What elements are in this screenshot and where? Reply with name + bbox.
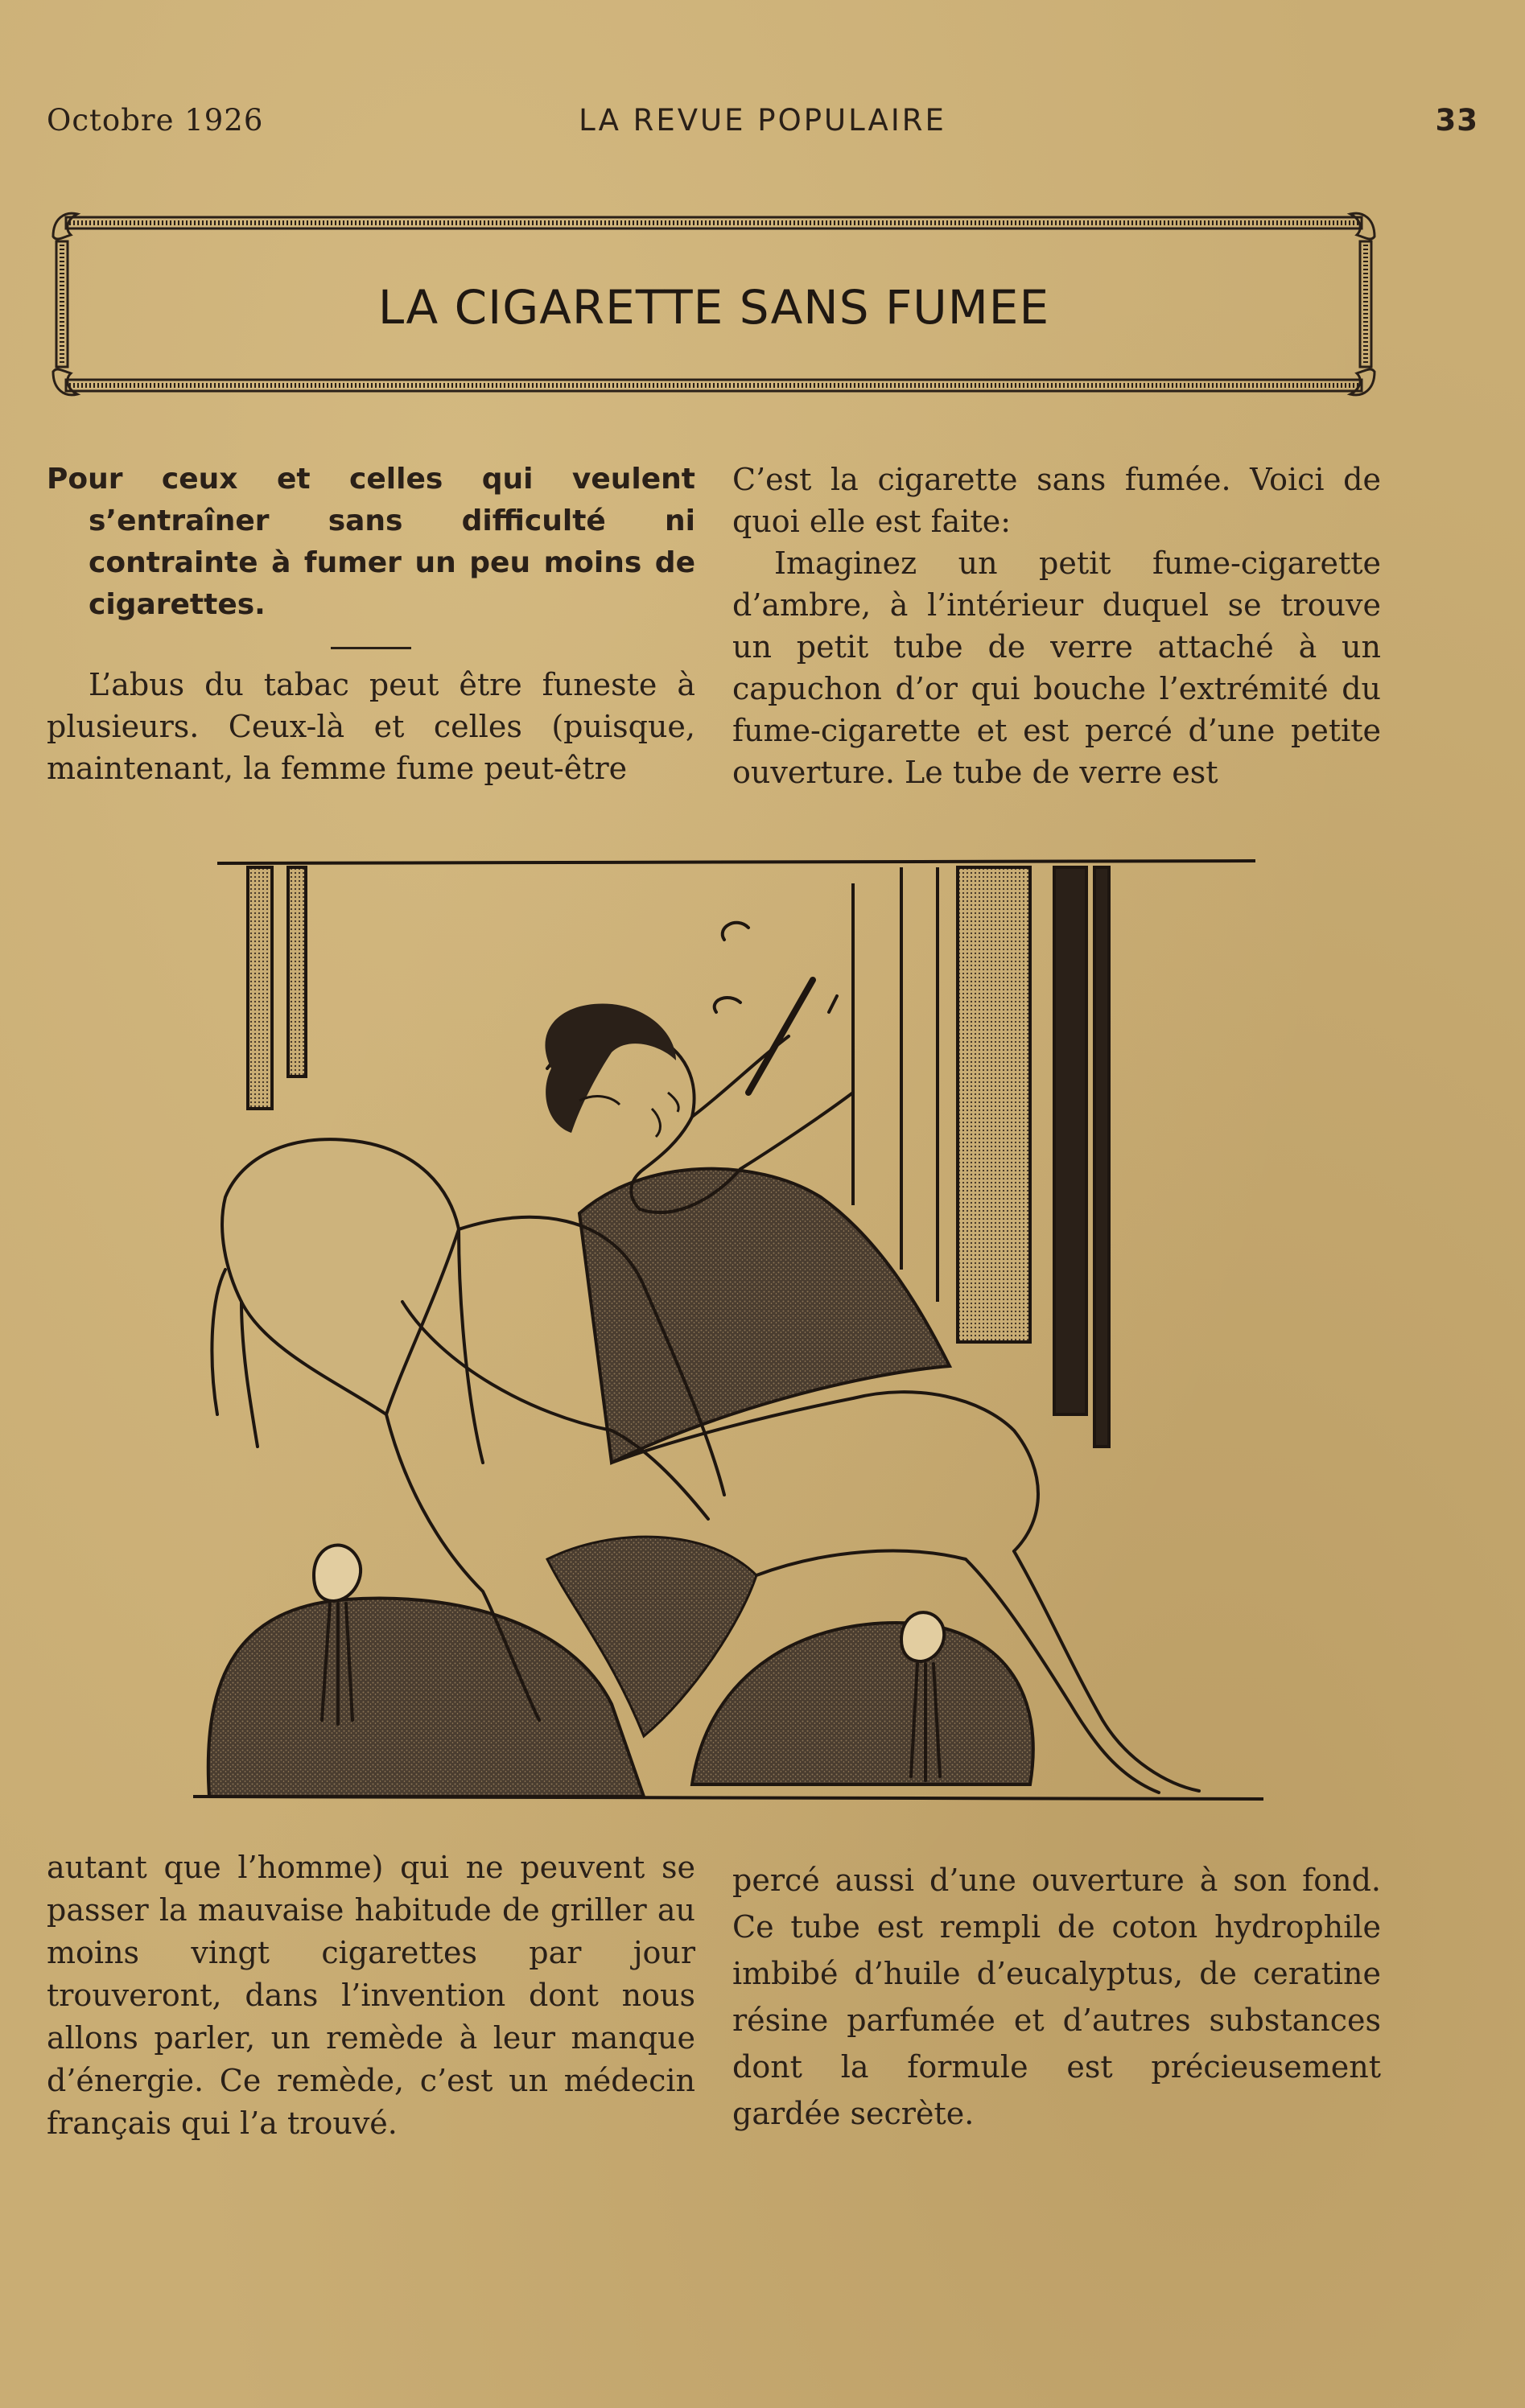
separator-rule bbox=[331, 647, 411, 649]
paragraph-5: percé aussi d’une ouverture à son fond. Ce tube est rempli de coton hydrophile imbibé d’huile d’eucalyptus, de ceratine résine parfumée et d’autres substances dont la formule est précieusement gardée secrète. bbox=[732, 1863, 1381, 2131]
article-lead: Pour ceux et celles qui veulent s’entraîner sans difficulté ni contrainte à fumer un peu moins de cigarettes. bbox=[47, 463, 695, 621]
column-right-bottom bbox=[732, 1857, 1381, 2137]
column-right-top bbox=[732, 459, 1381, 793]
article-title: LA CIGARETTE SANS FUMEE bbox=[377, 280, 1050, 335]
running-header bbox=[47, 103, 1478, 143]
paragraph-1: L’abus du tabac peut être funeste à plusieurs. Ceux-là et celles (puisque, maintenant, la femme fume peut-être bbox=[47, 667, 695, 786]
magazine-name: LA REVUE POPULAIRE bbox=[579, 103, 946, 138]
paragraph-3: Imaginez un petit fume-cigarette d’ambre, à l’intérieur duquel se trouve un petit tube de verre attaché à un capuchon d’or qui bouche l’extrémité du fume-cigarette et est percé d’une petite ouverture. Le tube de verre est bbox=[732, 545, 1381, 790]
page-number: 33 bbox=[1435, 103, 1478, 138]
title-frame bbox=[50, 203, 1378, 405]
illustration-woman-smoking bbox=[193, 851, 1272, 1807]
paragraph-2: C’est la cigarette sans fumée. Voici de quoi elle est faite: bbox=[732, 462, 1381, 539]
illustration-drawing bbox=[193, 851, 1272, 1807]
column-left-bottom bbox=[47, 1846, 695, 2145]
paragraph-4: autant que l’homme) qui ne peuvent se passer la mauvaise habitude de griller au moins vingt cigarettes par jour trouveront, dans l’invention dont nous allons parler, un remède à leur manque d’énergie. Ce remède, c’est un médecin français qui l’a trouvé. bbox=[47, 1850, 695, 2141]
column-left-top bbox=[47, 459, 695, 789]
issue-date: Octobre 1926 bbox=[47, 103, 264, 138]
